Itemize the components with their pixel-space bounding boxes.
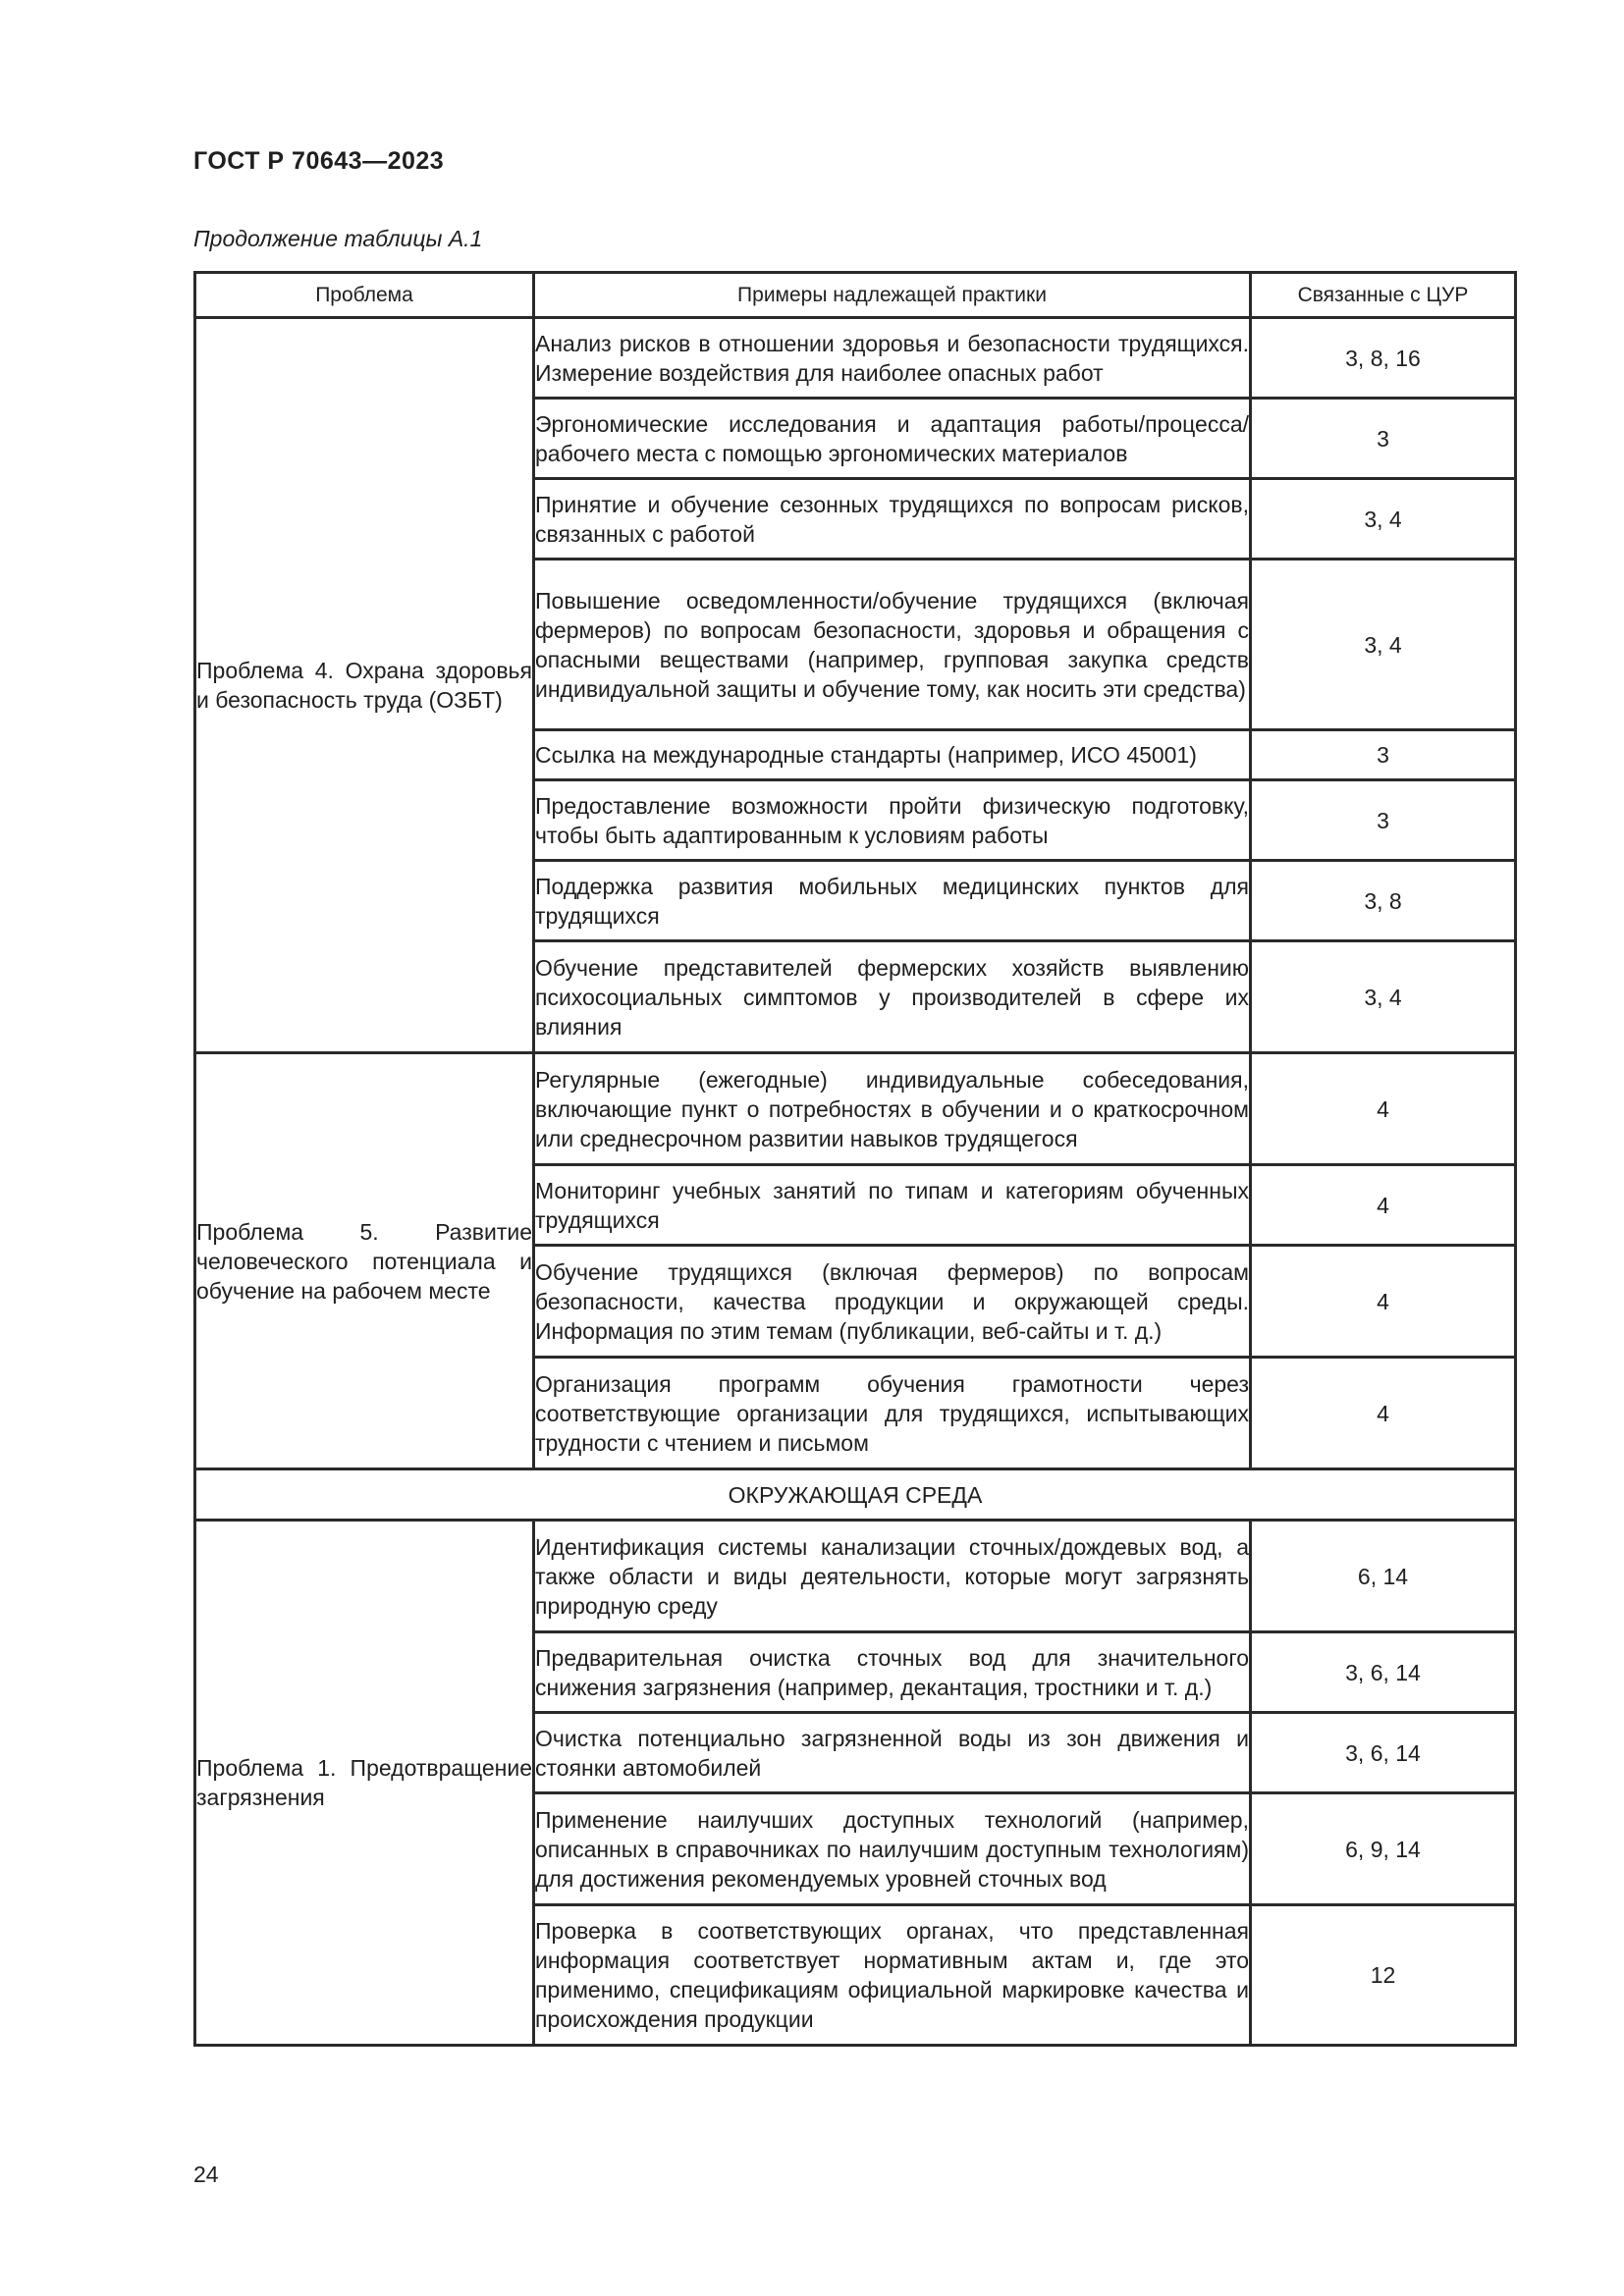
column-header-problem: Проблема [195,273,534,318]
sdg-cell: 3 [1251,730,1516,780]
section-heading: ОКРУЖАЮЩАЯ СРЕДА [195,1469,1516,1521]
practice-cell: Организация программ обучения грамотности через соответствующие организации для трудящихся, испытывающих трудности с чтением и письмом [534,1358,1251,1469]
practice-cell: Эргономические исследования и адаптация работы/процесса/рабочего места с помощью эргономических материалов [534,399,1251,479]
sdg-cell: 12 [1251,1905,1516,2046]
sdg-cell: 4 [1251,1358,1516,1469]
practices-table [193,271,1517,2047]
practice-cell: Обучение представителей фермерских хозяйств выявлению психосоциальных симптомов у производителей в сфере их влияния [534,941,1251,1053]
sdg-cell: 4 [1251,1165,1516,1246]
sdg-cell: 3 [1251,399,1516,479]
sdg-cell: 4 [1251,1053,1516,1165]
practice-cell: Поддержка развития мобильных медицинских пунктов для трудящихся [534,861,1251,941]
sdg-cell: 3, 6, 14 [1251,1632,1516,1713]
sdg-cell: 6, 9, 14 [1251,1793,1516,1905]
sdg-cell: 3, 6, 14 [1251,1713,1516,1793]
sdg-cell: 3, 4 [1251,479,1516,560]
problem-cell: Проблема 1. Предотвращение загрязнения [195,1521,534,2046]
sdg-cell: 4 [1251,1246,1516,1358]
practice-cell: Применение наилучших доступных технологий (например, описанных в справочниках по наилучшим доступным технологиям) для достижения рекомендуемых уровней сточных вод [534,1793,1251,1905]
document-header: ГОСТ Р 70643—2023 [193,147,445,175]
practice-cell: Проверка в соответствующих органах, что представленная информация соответствует нормативным актам и, где это применимо, спецификациям официальной маркировке качества и происхождения продукции [534,1905,1251,2046]
sdg-cell: 3, 8 [1251,861,1516,941]
practice-cell: Регулярные (ежегодные) индивидуальные собеседования, включающие пункт о потребностях в обучении и о краткосрочном или среднесрочном развитии навыков трудящегося [534,1053,1251,1165]
column-header-sdg: Связанные с ЦУР [1251,273,1516,318]
sdg-cell: 3, 4 [1251,941,1516,1053]
table-row [195,1053,1516,1165]
sdg-cell: 3, 4 [1251,560,1516,730]
problem-cell: Проблема 5. Развитие человеческого потенциала и обучение на рабочем месте [195,1053,534,1469]
column-header-practice: Примеры надлежащей практики [534,273,1251,318]
practice-cell: Очистка потенциально загрязненной воды из зон движения и стоянки автомобилей [534,1713,1251,1793]
practice-cell: Повышение осведомленности/обучение трудящихся (включая фермеров) по вопросам безопасности, здоровья и обращения с опасными веществами (например, групповая закупка средств индивидуальной защиты и обучение тому, как носить эти средства) [534,560,1251,730]
table-row [195,318,1516,399]
sdg-cell: 3 [1251,780,1516,861]
table-header-row [195,273,1516,318]
section-row [195,1469,1516,1521]
practice-cell: Мониторинг учебных занятий по типам и категориям обученных трудящихся [534,1165,1251,1246]
practice-cell: Анализ рисков в отношении здоровья и безопасности трудящихся. Измерение воздействия для наиболее опасных работ [534,318,1251,399]
practice-cell: Принятие и обучение сезонных трудящихся по вопросам рисков, связанных с работой [534,479,1251,560]
practice-cell: Идентификация системы канализации сточных/дождевых вод, а также области и виды деятельности, которые могут загрязнять природную среду [534,1521,1251,1632]
practice-cell: Предоставление возможности пройти физическую подготовку, чтобы быть адаптированным к условиям работы [534,780,1251,861]
practice-cell: Обучение трудящихся (включая фермеров) по вопросам безопасности, качества продукции и окружающей среды. Информация по этим темам (публикации, веб-сайты и т. д.) [534,1246,1251,1358]
sdg-cell: 6, 14 [1251,1521,1516,1632]
table-row [195,1521,1516,1632]
practice-cell: Предварительная очистка сточных вод для значительного снижения загрязнения (например, декантация, тростники и т. д.) [534,1632,1251,1713]
table-caption: Продолжение таблицы А.1 [193,226,483,251]
page-number: 24 [193,2162,219,2187]
sdg-cell: 3, 8, 16 [1251,318,1516,399]
practice-cell: Ссылка на международные стандарты (например, ИСО 45001) [534,730,1251,780]
problem-cell: Проблема 4. Охрана здоровья и безопасность труда (ОЗБТ) [195,318,534,1053]
